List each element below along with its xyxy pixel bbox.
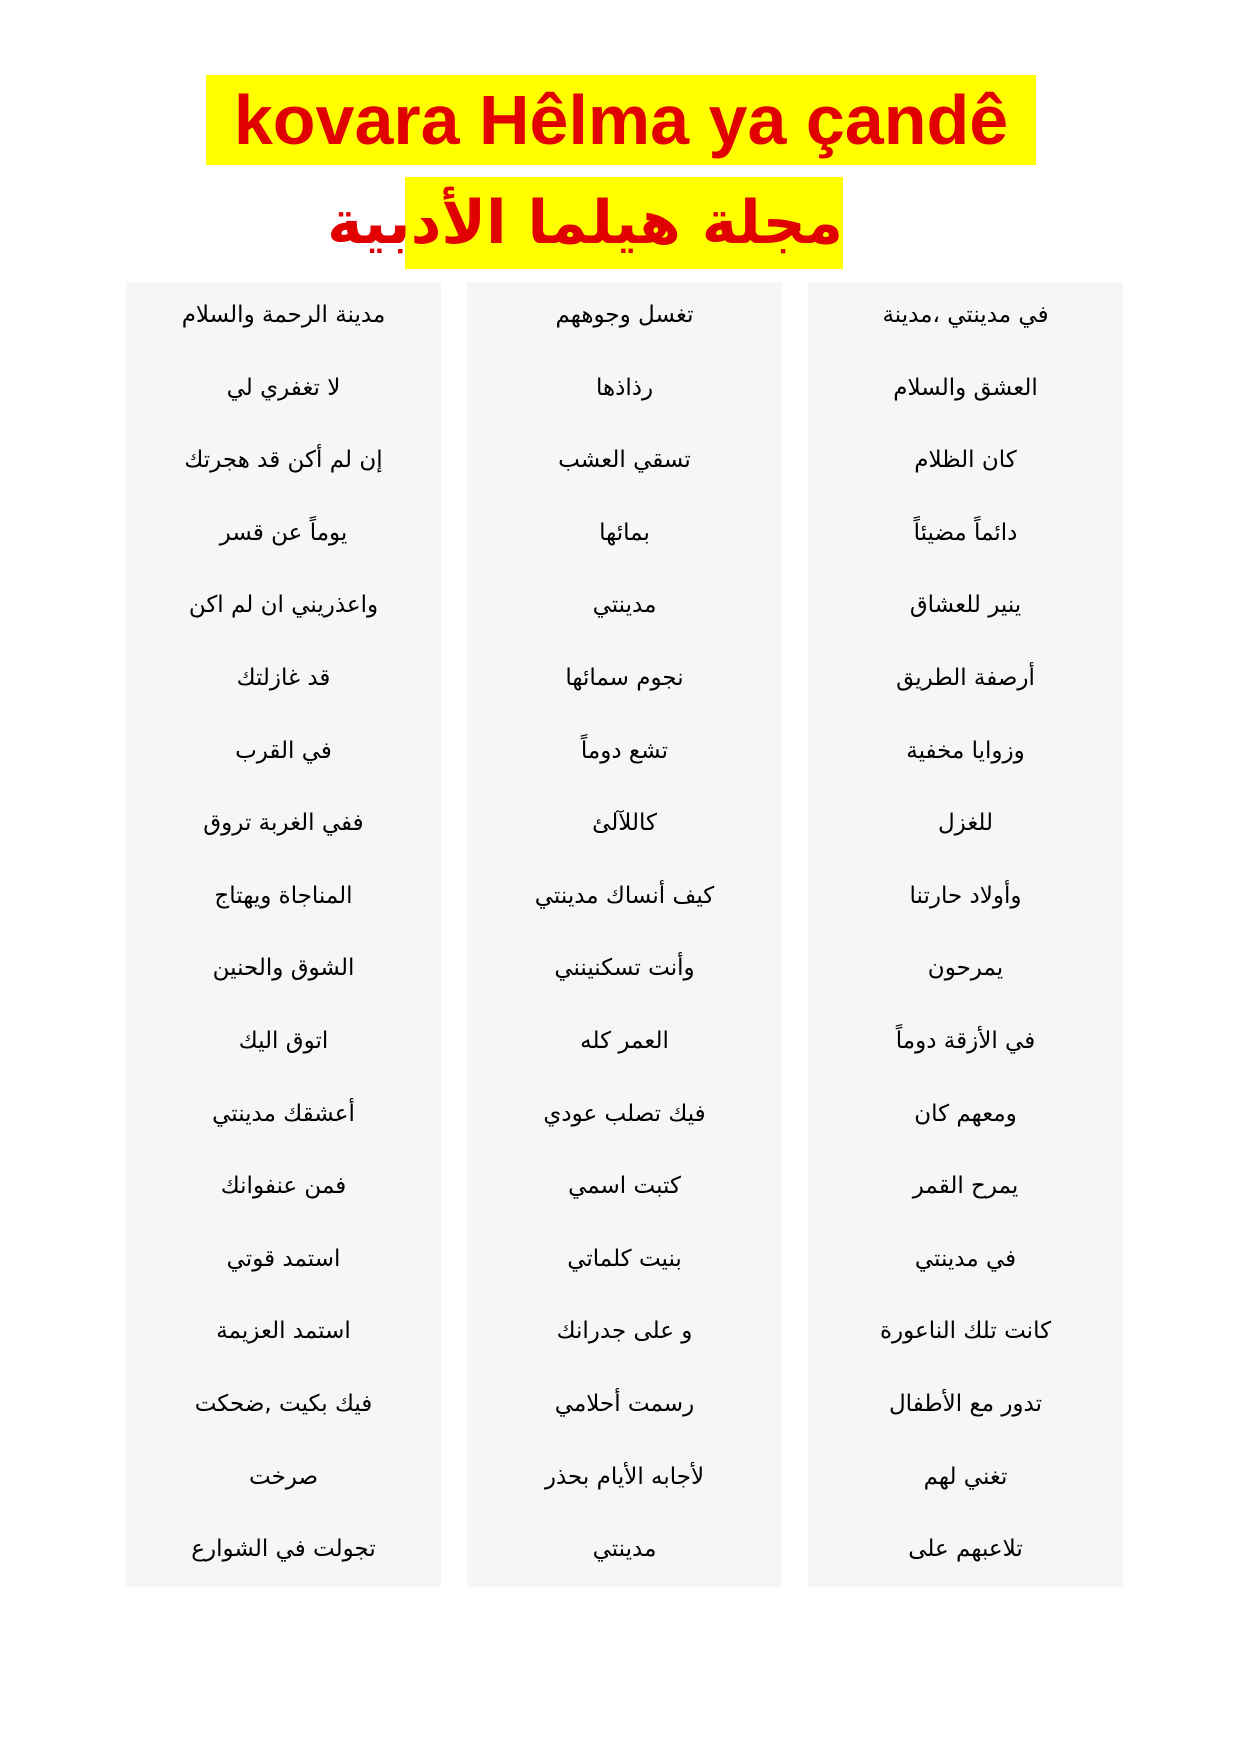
poem-line: تغني لهم <box>923 1463 1008 1490</box>
poem-line: مدينة الرحمة والسلام <box>181 302 386 328</box>
poem-line: كتبت اسمي <box>568 1173 681 1200</box>
poem-line: تشع دوماً <box>580 737 669 764</box>
poem-line: يمرحون <box>927 955 1004 982</box>
poem-line: أرصفة الطريق <box>896 664 1035 691</box>
poem-line: ينير للعشاق <box>909 592 1022 619</box>
poem-line: مدينتي <box>592 1536 657 1563</box>
poem-line: كانت تلك الناعورة <box>879 1318 1052 1345</box>
poem-line: ففي الغربة تروق <box>203 810 364 837</box>
poem-line: العشق والسلام <box>893 374 1038 401</box>
poem-line: وأولاد حارتنا <box>909 882 1022 909</box>
poem-line: في القرب <box>235 737 332 764</box>
poem-line: تجولت في الشوارع <box>191 1536 376 1563</box>
poem-line: لا تغفري لي <box>226 374 341 401</box>
poem-line: فمن عنفوانك <box>220 1173 347 1200</box>
poem-line: بنيت كلماتي <box>567 1245 682 1272</box>
poem-line: مدينتي <box>592 592 657 619</box>
poem-line: ومعهم كان <box>914 1100 1017 1127</box>
poem-line: يوماً عن قسر <box>219 519 348 546</box>
poem-line: دائماً مضيئاً <box>913 519 1018 546</box>
poem-column-right <box>808 282 1123 1587</box>
poem-line: كيف أنساك مدينتي <box>534 882 715 909</box>
poem-line: في مدينتي <box>914 1245 1017 1272</box>
poem-line: قد غازلتك <box>236 664 331 691</box>
poem-line: فيك تصلب عودي <box>543 1100 706 1127</box>
poem-line: تغسل وجوههم <box>555 302 694 328</box>
poem-line: صرخت <box>248 1463 319 1490</box>
poem-column-middle <box>467 282 782 1587</box>
poem-line: يمرح القمر <box>912 1173 1019 1200</box>
poem-line: بمائها <box>599 519 650 546</box>
poem-line: و على جدرانك <box>556 1318 693 1345</box>
poem-line: رسمت أحلامي <box>554 1390 695 1417</box>
poem-line: كاللآلئ <box>592 810 657 837</box>
poem-line: الشوق والحنين <box>212 955 355 982</box>
poem-line: تدور مع الأطفال <box>888 1390 1043 1417</box>
poem-line: أعشقك مدينتي <box>212 1100 355 1127</box>
poem-line: في الأزقة دوماً <box>895 1027 1036 1054</box>
magazine-title-latin: kovara Hêlma ya çandê <box>206 75 1036 165</box>
poem-line: واعذريني ان لم اكن <box>188 592 379 619</box>
poem-line: العمر كله <box>580 1027 669 1054</box>
poem-line: كان الظلام <box>914 447 1017 474</box>
poem-line: رذاذها <box>595 374 654 401</box>
magazine-title-arabic: مجلة هيلما الأدبية <box>405 177 843 269</box>
poem-line: في مدينتي ،مدينة <box>882 302 1049 328</box>
poem-line: نجوم سمائها <box>565 664 684 691</box>
poem-line: للغزل <box>937 810 994 837</box>
poem-line: اتوق اليك <box>238 1027 329 1054</box>
poem-line: المناجاة ويهتاج <box>214 882 353 909</box>
poem-line: استمد العزيمة <box>216 1318 351 1345</box>
poem-line: فيك بكيت ,ضحكت <box>194 1390 373 1417</box>
poem-line: استمد قوتي <box>226 1245 341 1272</box>
poem-line: وأنت تسكنينني <box>554 955 695 982</box>
poem-line: إن لم أكن قد هجرتك <box>184 447 383 474</box>
poem-column-left <box>126 282 441 1587</box>
poem-line: لأجابه الأيام بحذر <box>544 1463 705 1490</box>
poem-line: تلاعبهم على <box>908 1536 1023 1563</box>
poem-line: تسقي العشب <box>558 447 691 474</box>
poem-line: وزوايا مخفية <box>906 737 1025 764</box>
